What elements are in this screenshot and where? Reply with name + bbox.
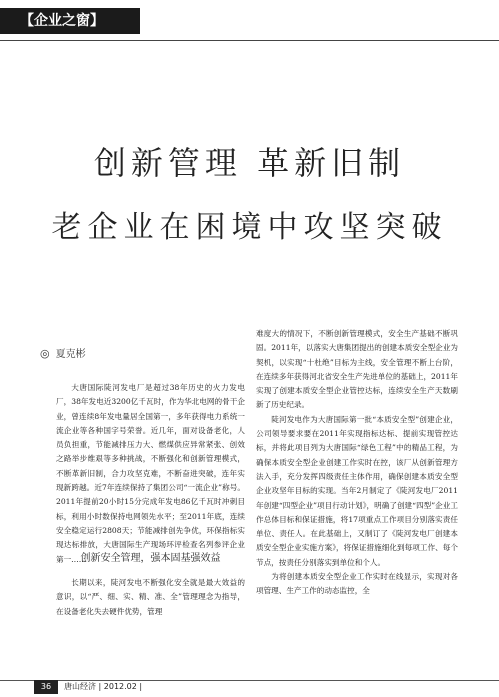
section-subhead: 创新安全管理，强本固基强效益 <box>80 553 221 564</box>
left-paragraph-1: 大唐国际陡河发电厂是超过38年历史的火力发电厂，38年发电近3200亿千瓦时，作为华北电网的骨干企业，曾连续8年发电量居全国第一，多年获得电力系统一流企业等各种国字号荣誉。近几年，面对设备老化，人员负担重，节能减排压力大、燃煤供应异常紧张、创效之路举步维艰等多种挑战，不断强化和创新管理模式，不断革新旧制，合力攻坚克难，不断奋进突破，连年实现新跨越。近7年连续保持了集团公司“一流企业”称号。2011年提前20小时15分完成年发电86亿千瓦时冲刺目标，利用小时数保持电网领先水平；至2011年底，连续安全稳定运行2808天；节能减排创先争优，环保指标实现达标排放，大唐国际生产现场环评检查名列参评企业第一…… <box>56 383 245 564</box>
left-paragraph-2: 长期以来，陡河发电不断强化安全就是最大效益的意识，以“严、细、实、精、准、全”管理理念为指导，在设备老化失去硬件优势，管理 <box>56 578 245 616</box>
right-paragraph-2: 陡河发电作为大唐国际第一批“本质安全型”创建企业，公司领导要求要在2011年实现指标达标、提前实现管控达标，并将此项目列为大唐国际“绿色工程”中的精品工程，为确保本质安全型企业创建工作实时在控，该厂从创新管理方法入手，充分发挥四级责任主体作用，确保创建本质安全型企业攻坚年目标的实现。当年2月制定了《陡河发电厂2011年创建“四型企业”项目行动计划》，明确了创建“四型”企业工作总体目标和保证措施，将17项重点工作项目分别落实责任单位、责任人。在此基础上，又制订了《陡河发电厂创建本质安全型企业实施方案》，将保证措施细化到每项工作、每个节点，按责任分别落实到单位和个人。 <box>256 414 458 567</box>
author-name: 夏克彬 <box>55 349 86 360</box>
right-paragraph-1: 难度大的情况下，不断创新管理模式，安全生产基础不断巩固。2011年，以落实大唐集团提出的创建本质安全型企业为契机，以实现“十杜绝”目标为主线，安全管理不断上台阶，在连续多年获得河北省安全生产先进单位的基础上，2011年实现了创建本质安全型企业管控达标，连续安全生产天数刷新了历史纪录。 <box>256 329 458 410</box>
section-tag: 【企业之窗】 <box>0 8 140 34</box>
left-column <box>56 381 245 567</box>
left-column-lower <box>56 576 245 619</box>
footer-text: 唐山经济 | 2012.02 | <box>64 682 143 691</box>
right-column <box>256 327 458 599</box>
author-line <box>40 345 86 360</box>
page-number: 36 <box>34 680 58 694</box>
sub-title: 老企业在困境中攻坚突破 <box>51 210 448 245</box>
main-title: 创新管理 革新旧制 <box>93 144 406 182</box>
header-rule <box>0 40 499 41</box>
right-paragraph-3: 为将创建本质安全型企业工作实时在线显示，实现对各项管理、生产工作的动态监控，全 <box>256 572 458 596</box>
author-marker-icon: ◎ <box>40 347 50 360</box>
